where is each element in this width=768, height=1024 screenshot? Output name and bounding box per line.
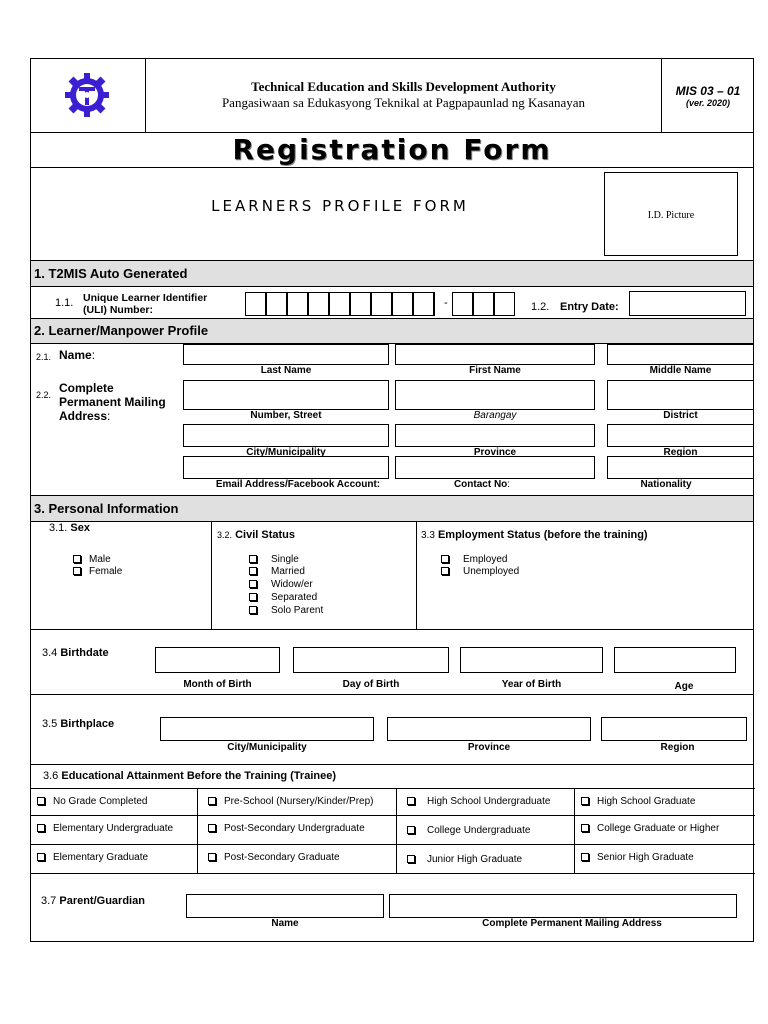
- nationality-label: Nationality: [640, 479, 692, 490]
- section-3-heading: 3. Personal Information: [31, 496, 753, 521]
- checkbox-icon[interactable]: [581, 797, 589, 805]
- city-field[interactable]: [183, 424, 389, 447]
- checkbox-icon[interactable]: [249, 593, 257, 601]
- civil-option-single[interactable]: Single: [249, 554, 299, 565]
- middle-name-label: Middle Name: [649, 365, 712, 376]
- parent-name-label: Name: [271, 918, 299, 929]
- parent-name-field[interactable]: [186, 894, 384, 918]
- uli-digit-cell[interactable]: [266, 292, 287, 316]
- middle-name-field[interactable]: [607, 344, 754, 365]
- day-of-birth-label: Day of Birth: [342, 679, 400, 690]
- month-of-birth-label: Month of Birth: [183, 679, 252, 690]
- checkbox-icon[interactable]: [407, 797, 415, 805]
- uli-digit-cell[interactable]: [245, 292, 266, 316]
- section-2-heading: 2. Learner/Manpower Profile: [31, 319, 753, 343]
- uli-digit-cell[interactable]: [371, 292, 392, 316]
- last-name-label: Last Name: [260, 365, 312, 376]
- entry-date-index: 1.2.: [531, 301, 550, 313]
- rule: [197, 788, 198, 874]
- rule: [30, 286, 754, 287]
- sex-option-female[interactable]: Female: [73, 566, 122, 577]
- contact-label: Contact No:: [453, 479, 511, 490]
- rule: [30, 521, 754, 522]
- edu-option[interactable]: College Graduate or Higher: [581, 823, 719, 834]
- edu-option[interactable]: Elementary Graduate: [37, 852, 148, 863]
- parent-heading: 3.7 Parent/Guardian: [41, 895, 145, 907]
- rule: [30, 694, 754, 695]
- form-subtitle: LEARNERS PROFILE FORM: [211, 197, 469, 215]
- barangay-field[interactable]: [395, 380, 595, 410]
- email-label: Email Address/Facebook Account:: [215, 479, 381, 490]
- birthplace-city-field[interactable]: [160, 717, 374, 741]
- civil-option-solo-parent[interactable]: Solo Parent: [249, 605, 323, 616]
- region-label: Region: [663, 447, 698, 456]
- uli-number-index: 1.1.: [55, 297, 74, 309]
- edu-option[interactable]: High School Undergraduate: [407, 796, 550, 807]
- rule: [574, 788, 575, 874]
- birthplace-province-field[interactable]: [387, 717, 591, 741]
- title-bottom-rule: [30, 167, 754, 168]
- birthplace-city-label: City/Municipality: [227, 742, 307, 753]
- uli-digit-cell[interactable]: [392, 292, 413, 316]
- rule: [396, 788, 397, 874]
- birth-day-field[interactable]: [293, 647, 449, 673]
- name-label: Name:: [59, 348, 96, 362]
- rule: [30, 815, 755, 816]
- rule: [416, 521, 417, 629]
- province-field[interactable]: [395, 424, 595, 447]
- birthplace-region-label: Region: [660, 742, 695, 753]
- entry-date-field[interactable]: [629, 291, 746, 316]
- uli-digit-cell[interactable]: [350, 292, 371, 316]
- checkbox-icon[interactable]: [208, 824, 216, 832]
- civil-option-separated[interactable]: Separated: [249, 592, 317, 603]
- address-index: 2.2.: [36, 390, 52, 400]
- street-field[interactable]: [183, 380, 389, 410]
- rule: [30, 260, 754, 261]
- age-label: Age: [674, 681, 694, 692]
- rule: [211, 521, 212, 629]
- edu-option[interactable]: Post-Secondary Undergraduate: [208, 823, 365, 834]
- address-label-line1: Complete: [59, 381, 114, 395]
- checkbox-icon[interactable]: [73, 567, 81, 575]
- uli-digit-cell[interactable]: [308, 292, 329, 316]
- checkbox-icon[interactable]: [407, 855, 415, 863]
- checkbox-icon[interactable]: [249, 580, 257, 588]
- uli-dash: -: [444, 297, 448, 309]
- edu-option[interactable]: Pre-School (Nursery/Kinder/Prep): [208, 796, 374, 807]
- uli-digit-cell[interactable]: [287, 292, 308, 316]
- region-field[interactable]: [607, 424, 754, 447]
- uli-digit-cell[interactable]: [494, 292, 515, 316]
- parent-address-label: Complete Permanent Mailing Address: [482, 918, 662, 929]
- email-field[interactable]: [183, 456, 389, 479]
- uli-digit-cell[interactable]: [329, 292, 350, 316]
- checkbox-icon[interactable]: [249, 567, 257, 575]
- edu-option[interactable]: Post-Secondary Graduate: [208, 852, 340, 863]
- birthdate-heading: 3.4 Birthdate: [42, 647, 109, 659]
- checkbox-icon[interactable]: [208, 797, 216, 805]
- last-name-field[interactable]: [183, 344, 389, 365]
- civil-option-married[interactable]: Married: [249, 566, 305, 577]
- agency-name: Technical Education and Skills Development Authority: [251, 79, 556, 94]
- contact-field[interactable]: [395, 456, 595, 479]
- nationality-field[interactable]: [607, 456, 754, 479]
- form-code: MIS 03 – 01: [675, 84, 741, 98]
- province-label: Province: [473, 447, 517, 456]
- uli-separator: [434, 292, 435, 316]
- checkbox-icon[interactable]: [407, 826, 415, 834]
- sex-option-male[interactable]: Male: [73, 554, 111, 565]
- uli-digit-cell[interactable]: [473, 292, 494, 316]
- checkbox-icon[interactable]: [37, 853, 45, 861]
- rule: [30, 844, 755, 845]
- section-1-heading: 1. T2MIS Auto Generated: [31, 261, 753, 286]
- employment-heading: 3.3 Employment Status (before the training): [421, 529, 648, 541]
- first-name-label: First Name: [469, 365, 521, 376]
- uli-label-line2: (ULI) Number:: [83, 304, 153, 316]
- form-version: (ver. 2020): [685, 98, 731, 108]
- rule: [30, 629, 754, 630]
- age-field[interactable]: [614, 647, 736, 673]
- checkbox-icon[interactable]: [249, 555, 257, 563]
- education-heading: 3.6 Educational Attainment Before the Training (Trainee): [43, 770, 336, 782]
- first-name-field[interactable]: [395, 344, 595, 365]
- sex-heading: 3.1. Sex: [49, 522, 90, 534]
- district-field[interactable]: [607, 380, 754, 410]
- entry-date-label: Entry Date:: [560, 301, 619, 313]
- edu-option[interactable]: Senior High Graduate: [581, 852, 694, 863]
- checkbox-icon[interactable]: [441, 567, 449, 575]
- civil-status-heading: 3.2. Civil Status: [217, 529, 295, 541]
- district-label: District: [663, 410, 698, 421]
- rule: [30, 764, 754, 765]
- checkbox-icon[interactable]: [249, 606, 257, 614]
- employment-option-employed[interactable]: Employed: [441, 554, 507, 565]
- id-picture-box[interactable]: [604, 172, 738, 256]
- id-picture-label: I.D. Picture: [647, 210, 695, 221]
- page-title: Registration Form: [232, 133, 552, 166]
- number-street-label: Number, Street: [250, 410, 322, 421]
- birthplace-region-field[interactable]: [601, 717, 747, 741]
- edu-option[interactable]: Elementary Undergraduate: [37, 823, 173, 834]
- birth-year-field[interactable]: [460, 647, 603, 673]
- employment-option-unemployed[interactable]: Unemployed: [441, 566, 519, 577]
- checkbox-icon[interactable]: [441, 555, 449, 563]
- civil-option-widow[interactable]: Widow/er: [249, 579, 313, 590]
- agency-tagalog-name: Pangasiwaan sa Edukasyong Teknikal at Pagpapaunlad ng Kasanayan: [221, 95, 586, 110]
- tesda-gear-logo-icon: [60, 71, 114, 119]
- name-index: 2.1.: [36, 352, 52, 362]
- uli-digit-cell[interactable]: [452, 292, 473, 316]
- checkbox-icon[interactable]: [581, 853, 589, 861]
- parent-address-field[interactable]: [389, 894, 737, 918]
- uli-digit-cell[interactable]: [413, 292, 434, 316]
- checkbox-icon[interactable]: [37, 824, 45, 832]
- birthplace-province-label: Province: [467, 742, 511, 753]
- barangay-label: Barangay: [473, 410, 517, 421]
- checkbox-icon[interactable]: [37, 797, 45, 805]
- checkbox-icon[interactable]: [581, 824, 589, 832]
- edu-option[interactable]: Junior High Graduate: [407, 854, 522, 865]
- address-label-line2: Permanent Mailing: [59, 395, 166, 409]
- birthplace-heading: 3.5 Birthplace: [42, 718, 115, 730]
- city-label: City/Municipality: [246, 447, 326, 456]
- checkbox-icon[interactable]: [208, 853, 216, 861]
- year-of-birth-label: Year of Birth: [501, 679, 562, 690]
- edu-option[interactable]: No Grade Completed: [37, 796, 148, 807]
- checkbox-icon[interactable]: [73, 555, 81, 563]
- uli-label-line1: Unique Learner Identifier: [83, 292, 208, 304]
- address-label-line3: Address:: [59, 409, 111, 423]
- edu-option[interactable]: College Undergraduate: [407, 825, 530, 836]
- edu-option[interactable]: High School Graduate: [581, 796, 695, 807]
- birth-month-field[interactable]: [155, 647, 280, 673]
